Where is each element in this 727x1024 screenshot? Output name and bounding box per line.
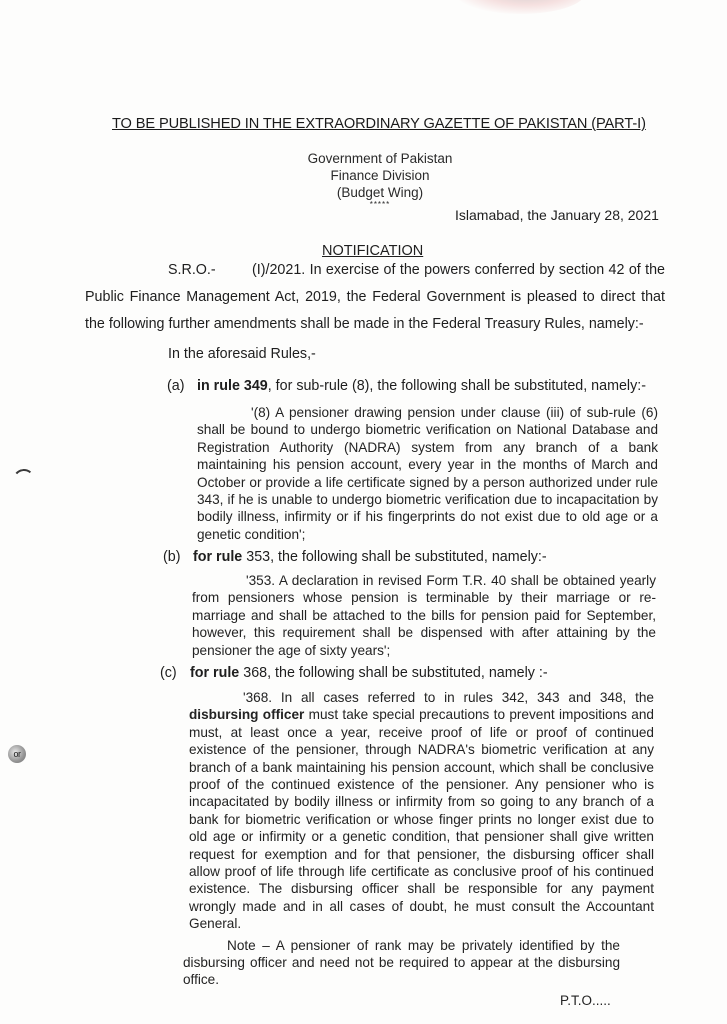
amendment-c-instruction: , the following shall be substituted, namely :-	[267, 665, 548, 681]
amendment-b-text: '353. A declaration in revised Form T.R. 40 shall be obtained yearly from pensioners whose pension is terminable by their marriage or re-marriage and shall be attached to the bills for pension paid for September, however, this requirement shall be dispensed with after attaining by the pensioner the age of sixty years';	[192, 573, 656, 658]
amendment-b-heading	[163, 549, 547, 565]
amendment-c-text-block	[189, 689, 654, 933]
scan-smudge	[455, 0, 585, 14]
preamble-paragraph	[85, 257, 665, 338]
amendment-b-label: (b)	[163, 549, 181, 565]
amendment-b-rule-num: 353	[242, 549, 271, 565]
amendment-a-text-block	[197, 404, 658, 543]
note-paragraph	[183, 937, 620, 988]
amendment-c-text-rest: must take special precautions to prevent impositions and must, at least once a year, receive proof of life or proof of continued existence of the pensioner, through NADRA's biometric verification at any branch of a bank maintaining his pension account, which shall be conclusive proof of the continued existence of the pensioner. Any pensioner who is incapacitated by bodily illness or infirmity from so going to any branch of a bank for biometric verification or whose finger prints no longer exist due to old age or infirmity or a genetic condition, that pensioner shall give written request for exemption and for that pensioner, the disbursing officer shall allow proof of life through life certificate as conclusive proof of his continued existence. The disbursing officer shall be responsible for any payment wrongly made and in all cases of doubt, he must consult the Accountant General.	[189, 707, 654, 932]
note-text: Note – A pensioner of rank may be privately identified by the disbursing officer and need not be required to appear at the disbursing office.	[183, 938, 620, 987]
amendment-b-text-block	[192, 572, 656, 659]
amendment-a-instruction: , for sub-rule (8), the following shall be substituted, namely:-	[267, 378, 646, 394]
place-date: Islamabad, the January 28, 2021	[455, 207, 659, 223]
amendment-c-rule-ref: for rule	[190, 665, 240, 681]
preamble-text: (I)/2021. In exercise of the powers conferred by section 42 of the Public Finance Management Act, 2019, the Federal Government is pleased to direct that the following further amendments shall be made in the Federal Treasury Rules, namely:-	[85, 262, 665, 332]
issuer-separator: *****	[369, 200, 391, 209]
rules-intro: In the aforesaid Rules,-	[168, 346, 316, 362]
issuer-block	[260, 150, 500, 209]
amendment-a-text: '(8) A pensioner drawing pension under clause (iii) of sub-rule (6) shall be bound to undergo biometric verification on National Database and Registration Authority (NADRA) system from any branch of a bank maintaining his pension account, every year in the months of March and October or provide a life certificate signed by a person authorized under rule 343, if he is unable to undergo biometric verification due to incapacitation by bodily illness, infirmity or if his fingerprints do not exist due to old age or a genetic condition';	[197, 405, 658, 542]
amendment-c-text-start: '368. In all cases referred to in rules 342, 343 and 348, the	[243, 690, 654, 705]
amendment-b-instruction: , the following shall be substituted, namely:-	[270, 549, 547, 565]
punch-hole-mark-bottom: or	[8, 745, 26, 763]
issuer-government: Government of Pakistan	[307, 151, 453, 166]
gazette-heading: TO BE PUBLISHED IN THE EXTRAORDINARY GAZETTE OF PAKISTAN (PART-I)	[112, 116, 646, 132]
amendment-c-rule-num: 368	[239, 665, 268, 681]
notification-title: NOTIFICATION	[322, 243, 424, 259]
amendment-a-label: (a)	[167, 378, 185, 394]
amendment-c-text-bold: disbursing officer	[189, 707, 305, 723]
page-turn-over: P.T.O.....	[560, 993, 611, 1008]
amendment-a-heading	[167, 378, 646, 394]
punch-hole-mark-top	[12, 468, 36, 492]
issuer-wing: (Budget Wing)	[336, 185, 424, 200]
issuer-division: Finance Division	[330, 168, 430, 183]
amendment-a-rule-ref: in rule 349	[197, 378, 268, 394]
sro-label: S.R.O.-	[168, 262, 216, 278]
amendment-c-heading	[160, 665, 548, 681]
amendment-c-label: (c)	[160, 665, 177, 681]
amendment-b-rule-ref: for rule	[193, 549, 243, 565]
